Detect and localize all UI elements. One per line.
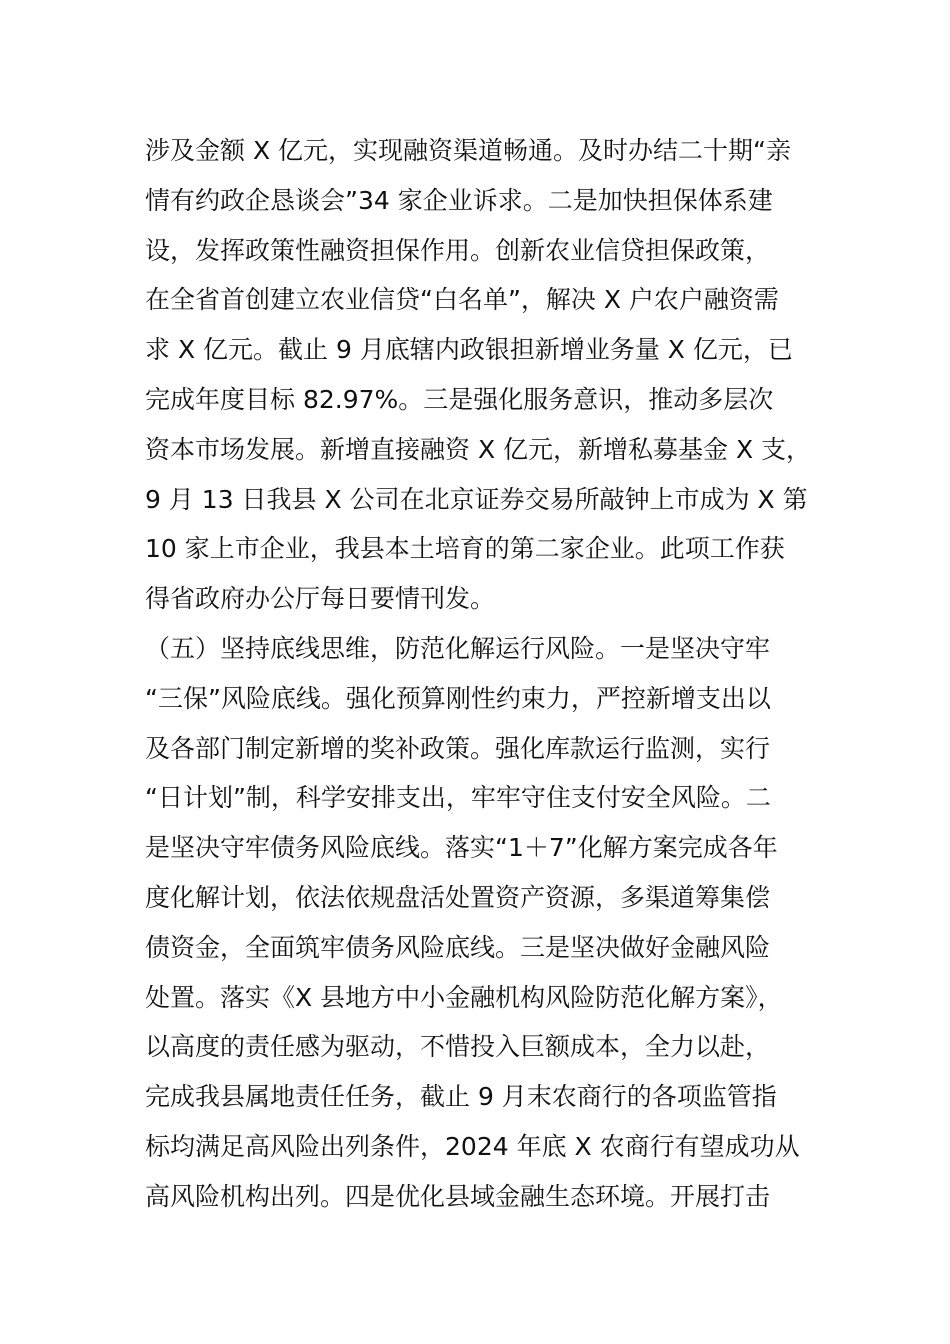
text-line: “三保”风险底线。强化预算刚性约束力，严控新增支出以 bbox=[145, 683, 771, 713]
text-line: 10 家上市企业，我县本土培育的第二家企业。此项工作获 bbox=[145, 534, 785, 564]
text-line: 债资金，全面筑牢债务风险底线。三是坚决做好金融风险 bbox=[145, 932, 771, 962]
section-heading-line: （五）坚持底线思维，防范化解运行风险。一是坚决守牢 bbox=[145, 633, 771, 663]
text-line: 高风险机构出列。四是优化县域金融生态环境。开展打击 bbox=[145, 1181, 771, 1211]
text-line: 涉及金额 X 亿元，实现融资渠道畅通。及时办结二十期“亲 bbox=[145, 136, 791, 165]
text-line: 情有约政企恳谈会”34 家企业诉求。二是加快担保体系建 bbox=[145, 185, 773, 215]
text-line: 是坚决守牢债务风险底线。落实“1＋7”化解方案完成各年 bbox=[145, 833, 778, 863]
text-line: 9 月 13 日我县 X 公司在北京证券交易所敲钟上市成为 X 第 bbox=[145, 484, 808, 514]
text-line: “日计划”制，科学安排支出，牢牢守住支付安全风险。二 bbox=[145, 783, 771, 813]
text-line: 标均满足高风险出列条件，2024 年底 X 农商行有望成功从 bbox=[145, 1131, 800, 1161]
text-line: 以高度的责任感为驱动，不惜投入巨额成本，全力以赴， bbox=[145, 1032, 771, 1062]
text-line: 完成年度目标 82.97%。三是强化服务意识，推动多层次 bbox=[145, 384, 774, 414]
text-line: 设，发挥政策性融资担保作用。创新农业信贷担保政策， bbox=[145, 235, 771, 265]
text-line: 求 X 亿元。截止 9 月底辖内政银担新增业务量 X 亿元，已 bbox=[145, 335, 793, 365]
text-line: 在全省首创建立农业信贷“白名单”，解决 X 户农户融资需 bbox=[145, 285, 779, 315]
text-line: 度化解计划，依法依规盘活处置资产资源，多渠道筹集偿 bbox=[145, 882, 771, 912]
text-line: 完成我县属地责任任务，截止 9 月末农商行的各项监管指 bbox=[145, 1082, 777, 1112]
text-line: 资本市场发展。新增直接融资 X 亿元，新增私募基金 X 支， bbox=[145, 434, 812, 464]
body-text bbox=[145, 126, 845, 1222]
text-line: 处置。落实《X 县地方中小金融机构风险防范化解方案》， bbox=[145, 982, 783, 1012]
text-line: 及各部门制定新增的奖补政策。强化库款运行监测，实行 bbox=[145, 733, 771, 763]
text-line: 得省政府办公厅每日要情刊发。 bbox=[145, 584, 496, 614]
